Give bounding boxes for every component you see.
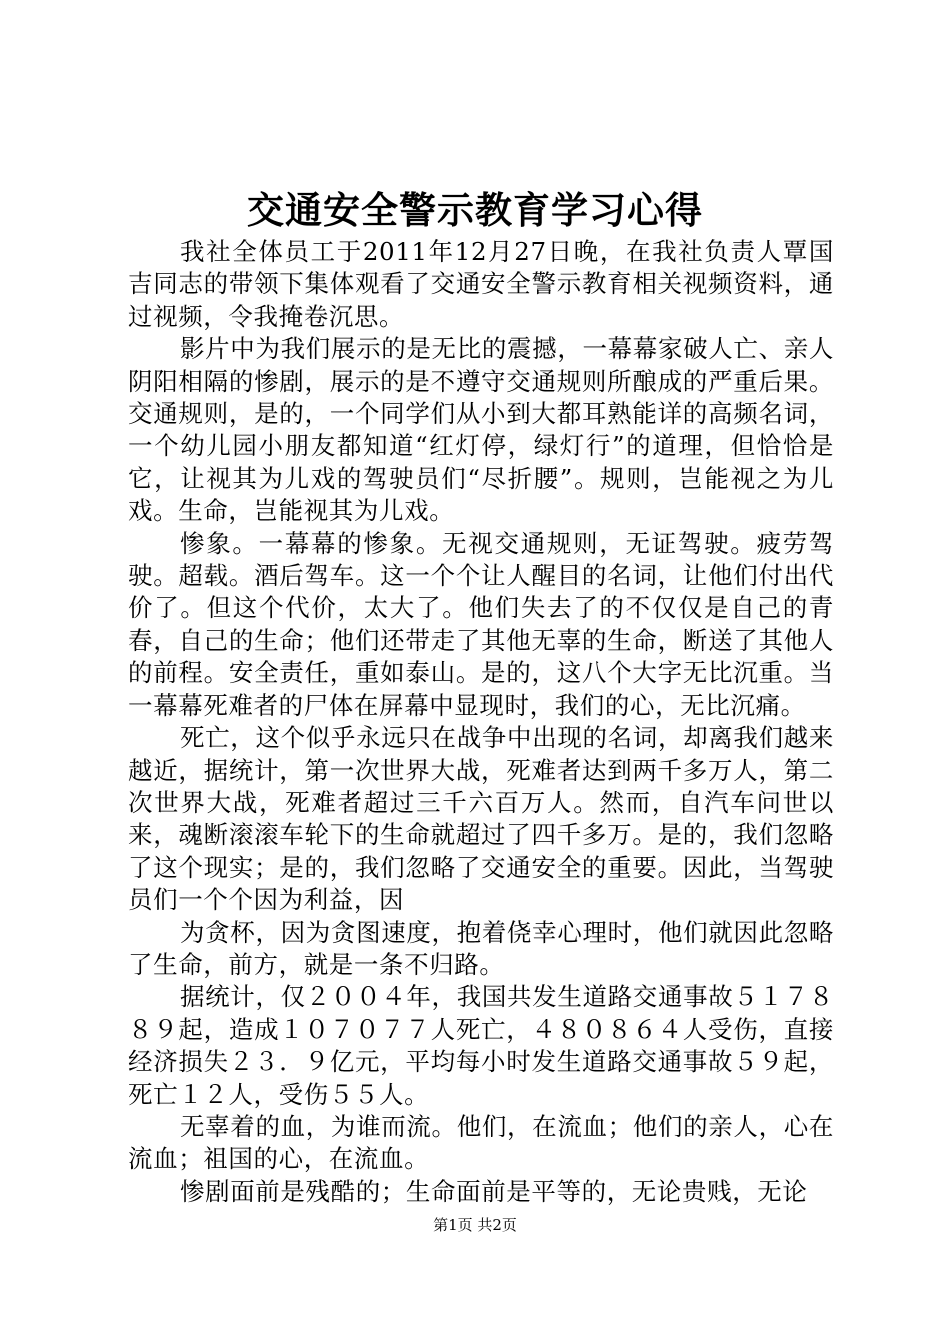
paragraph-3: 惨象。一幕幕的惨象。无视交通规则，无证驾驶。疲劳驾驶。超载。酒后驾车。这一个个让人醒目的名词，让他们付出代价了。但这个代价，太大了。他们失去了的不仅仅是自己的青春，自己的生命；他们还带走了其他无辜的生命，断送了其他人的前程。安全责任，重如泰山。是的，这八个大字无比沉重。当一幕幕死难者的尸体在屏幕中显现时，我们的心，无比沉痛。	[128, 528, 834, 720]
paragraph-8: 惨剧面前是残酷的；生命面前是平等的，无论贵贱，无论	[180, 1176, 808, 1206]
document-body	[128, 236, 834, 1208]
paragraph-5: 为贪杯，因为贪图速度，抱着侥幸心理时，他们就因此忽略了生命，前方，就是一条不归路。	[128, 917, 834, 979]
paragraph-7: 无辜着的血，为谁而流。他们，在流血；他们的亲人，心在流血；祖国的心，在流血。	[128, 1111, 834, 1174]
paragraph-2: 影片中为我们展示的是无比的震撼，一幕幕家破人亡、亲人阴阳相隔的惨剧，展示的是不遵守交通规则所酿成的严重后果。交通规则，是的，一个同学们从小到大都耳熟能详的高频名词，一个幼儿园小朋友都知道“红灯停，绿灯行”的道理，但恰恰是它，让视其为儿戏的驾驶员们“尽折腰”。规则，岂能视之为儿戏。生命，岂能视其为儿戏。	[128, 334, 834, 526]
document-title: 交通安全警示教育学习心得	[247, 188, 703, 232]
paragraph-4: 死亡，这个似乎永远只在战争中出现的名词，却离我们越来越近，据统计，第一次世界大战，死难者达到两千多万人，第二次世界大战，死难者超过三千六百万人。然而，自汽车问世以来，魂断滚滚车轮下的生命就超过了四千多万。是的，我们忽略了这个现实；是的，我们忽略了交通安全的重要。因此，当驾驶员们一个个因为利益，因	[128, 723, 834, 915]
paragraph-1: 我社全体员工于2011年12月27日晚，在我社负责人覃国吉同志的带领下集体观看了交通安全警示教育相关视频资料，通过视频，令我掩卷沉思。	[128, 237, 834, 331]
page-number-footer: 第1页 共2页	[433, 1216, 517, 1234]
paragraph-6: 据统计，仅２００４年，我国共发生道路交通事故５１７８８９起，造成１０７０７７人死亡，４８０８６４人受伤，直接经济损失２３．９亿元，平均每小时发生道路交通事故５９起，死亡１２人，受伤５５人。	[128, 982, 834, 1109]
